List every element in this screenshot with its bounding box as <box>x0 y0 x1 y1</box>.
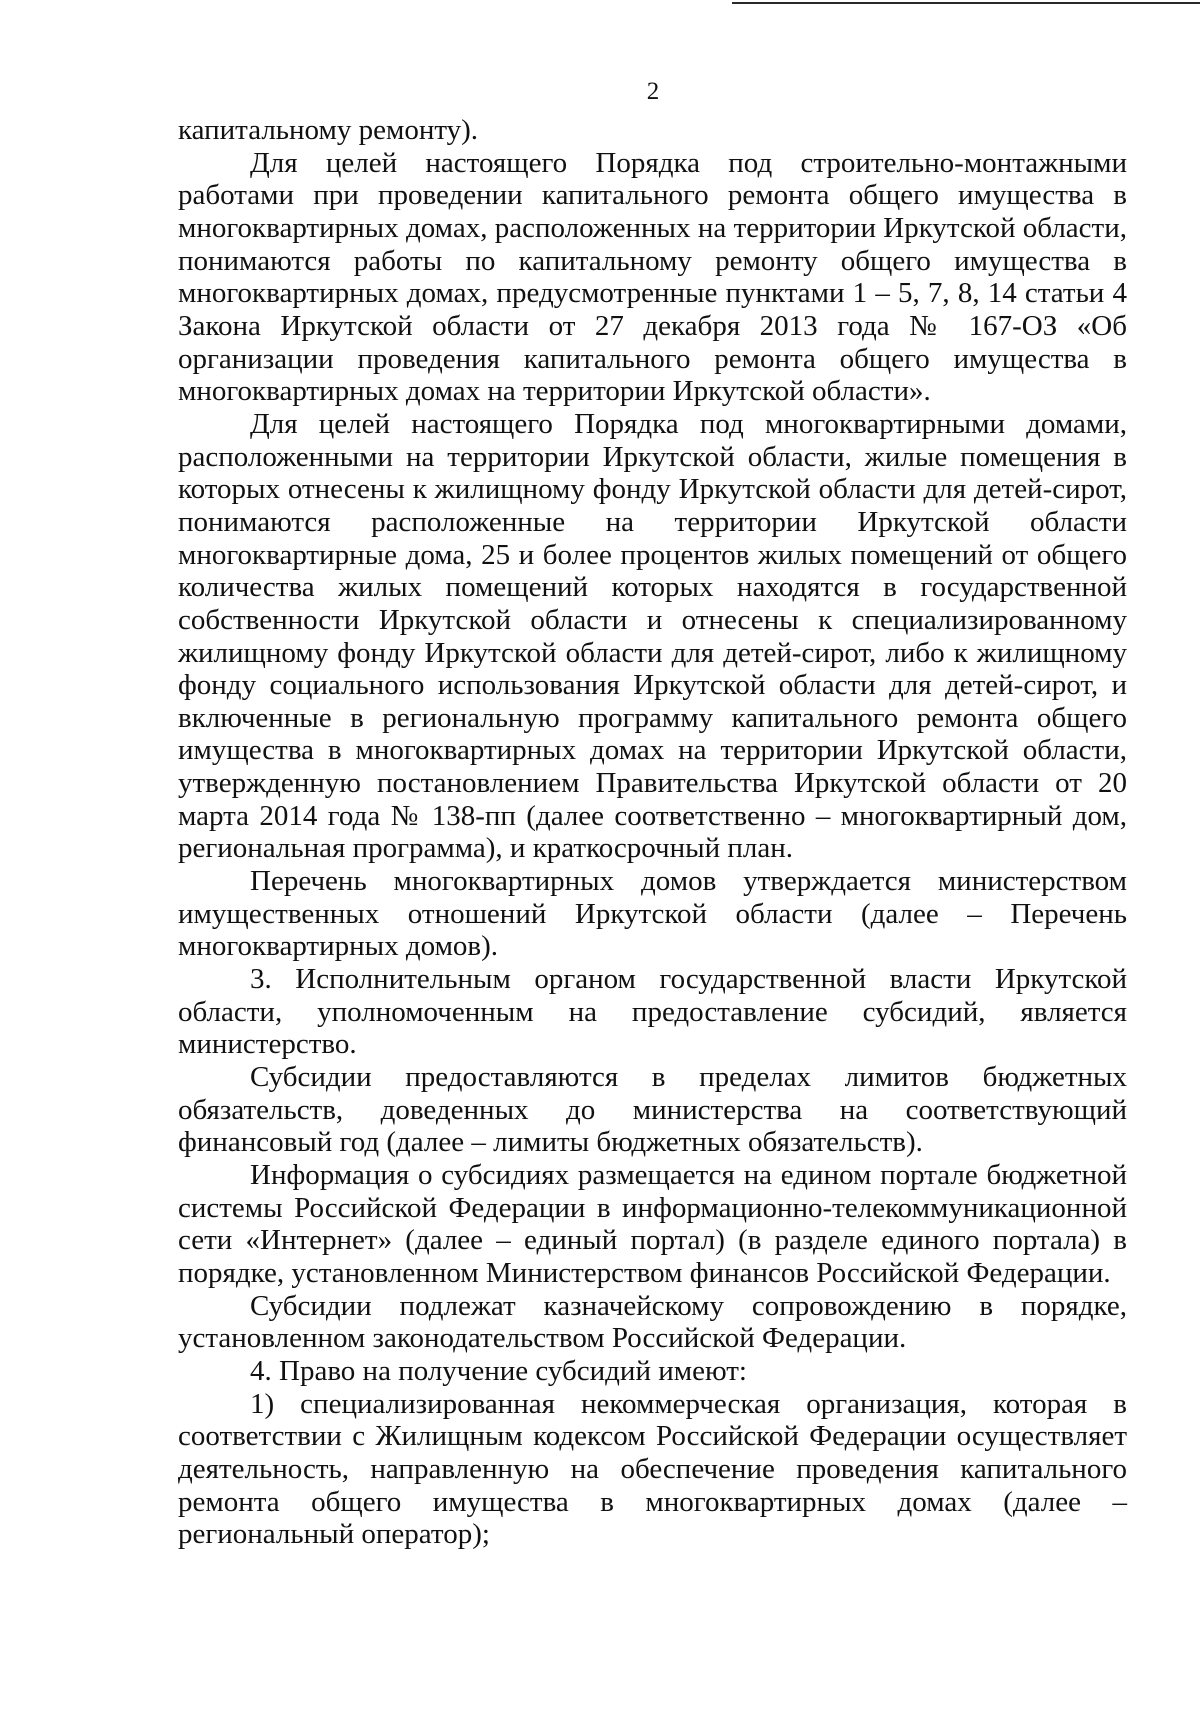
document-body <box>178 114 1127 1551</box>
top-rule <box>732 2 1200 4</box>
paragraph-orphan-housing: Для целей настоящего Порядка под многоквартирными домами, расположенными на территории Иркутской области, жилые помещения в которых отнесены к жилищному фонду Иркутской области для детей-сирот, понимаются расположенные на территории Иркутской области многоквартирные дома, 25 и более процентов жилых помещений от общего количества жилых помещений которых находятся в государственной собственности Иркутской области и отнесены к специализированному жилищному фонду Иркутской области для детей-сирот, либо к жилищному фонду социального использования Иркутской области для детей-сирот, и включенные в региональную программу капитального ремонта общего имущества в многоквартирных домах на территории Иркутской области, утвержденную постановлением Правительства Иркутской области от 20 марта 2014 года № 138-пп (далее соответственно – многоквартирный дом, региональная программа), и краткосрочный план. <box>178 407 1127 865</box>
paragraph-building-list: Перечень многоквартирных домов утверждается министерством имущественных отношений Иркутской области (далее – Перечень многоквартирных домов). <box>178 865 1127 963</box>
paragraph-item-4-1: 1) специализированная некоммерческая организация, которая в соответствии с Жилищным кодексом Российской Федерации осуществляет деятельность, направленную на обеспечение проведения капитального ремонта общего имущества в многоквартирных домах (далее – региональный оператор); <box>178 1387 1127 1551</box>
page-number: 2 <box>646 78 660 105</box>
paragraph-portal-info: Информация о субсидиях размещается на едином портале бюджетной системы Российской Федерации в информационно-телекоммуникационной сети «Интернет» (далее – единый портал) (в разделе единого портала) в порядке, установленном Министерством финансов Российской Федерации. <box>178 1159 1127 1289</box>
paragraph-treasury: Субсидии подлежат казначейскому сопровождению в порядке, установленном законодательством Российской Федерации. <box>178 1289 1127 1355</box>
paragraph-construction-works: Для целей настоящего Порядка под строительно-монтажными работами при проведении капитального ремонта общего имущества в многоквартирных домах, расположенных на территории Иркутской области, понимаются работы по капитальному ремонту общего имущества в многоквартирных домах, предусмотренные пунктами 1 – 5, 7, 8, 14 статьи 4 Закона Иркутской области от 27 декабря 2013 года № 167-ОЗ «Об организации проведения капитального ремонта общего имущества в многоквартирных домах на территории Иркутской области». <box>178 146 1127 408</box>
paragraph-budget-limits: Субсидии предоставляются в пределах лимитов бюджетных обязательств, доведенных до министерства на соответствующий финансовый год (далее – лимиты бюджетных обязательств). <box>178 1061 1127 1159</box>
paragraph-item-4: 4. Право на получение субсидий имеют: <box>250 1354 747 1387</box>
paragraph-continuation: капитальному ремонту). <box>178 114 479 146</box>
paragraph-item-3: 3. Исполнительным органом государственной власти Иркутской области, уполномоченным на предоставление субсидий, является министерство. <box>178 963 1127 1061</box>
